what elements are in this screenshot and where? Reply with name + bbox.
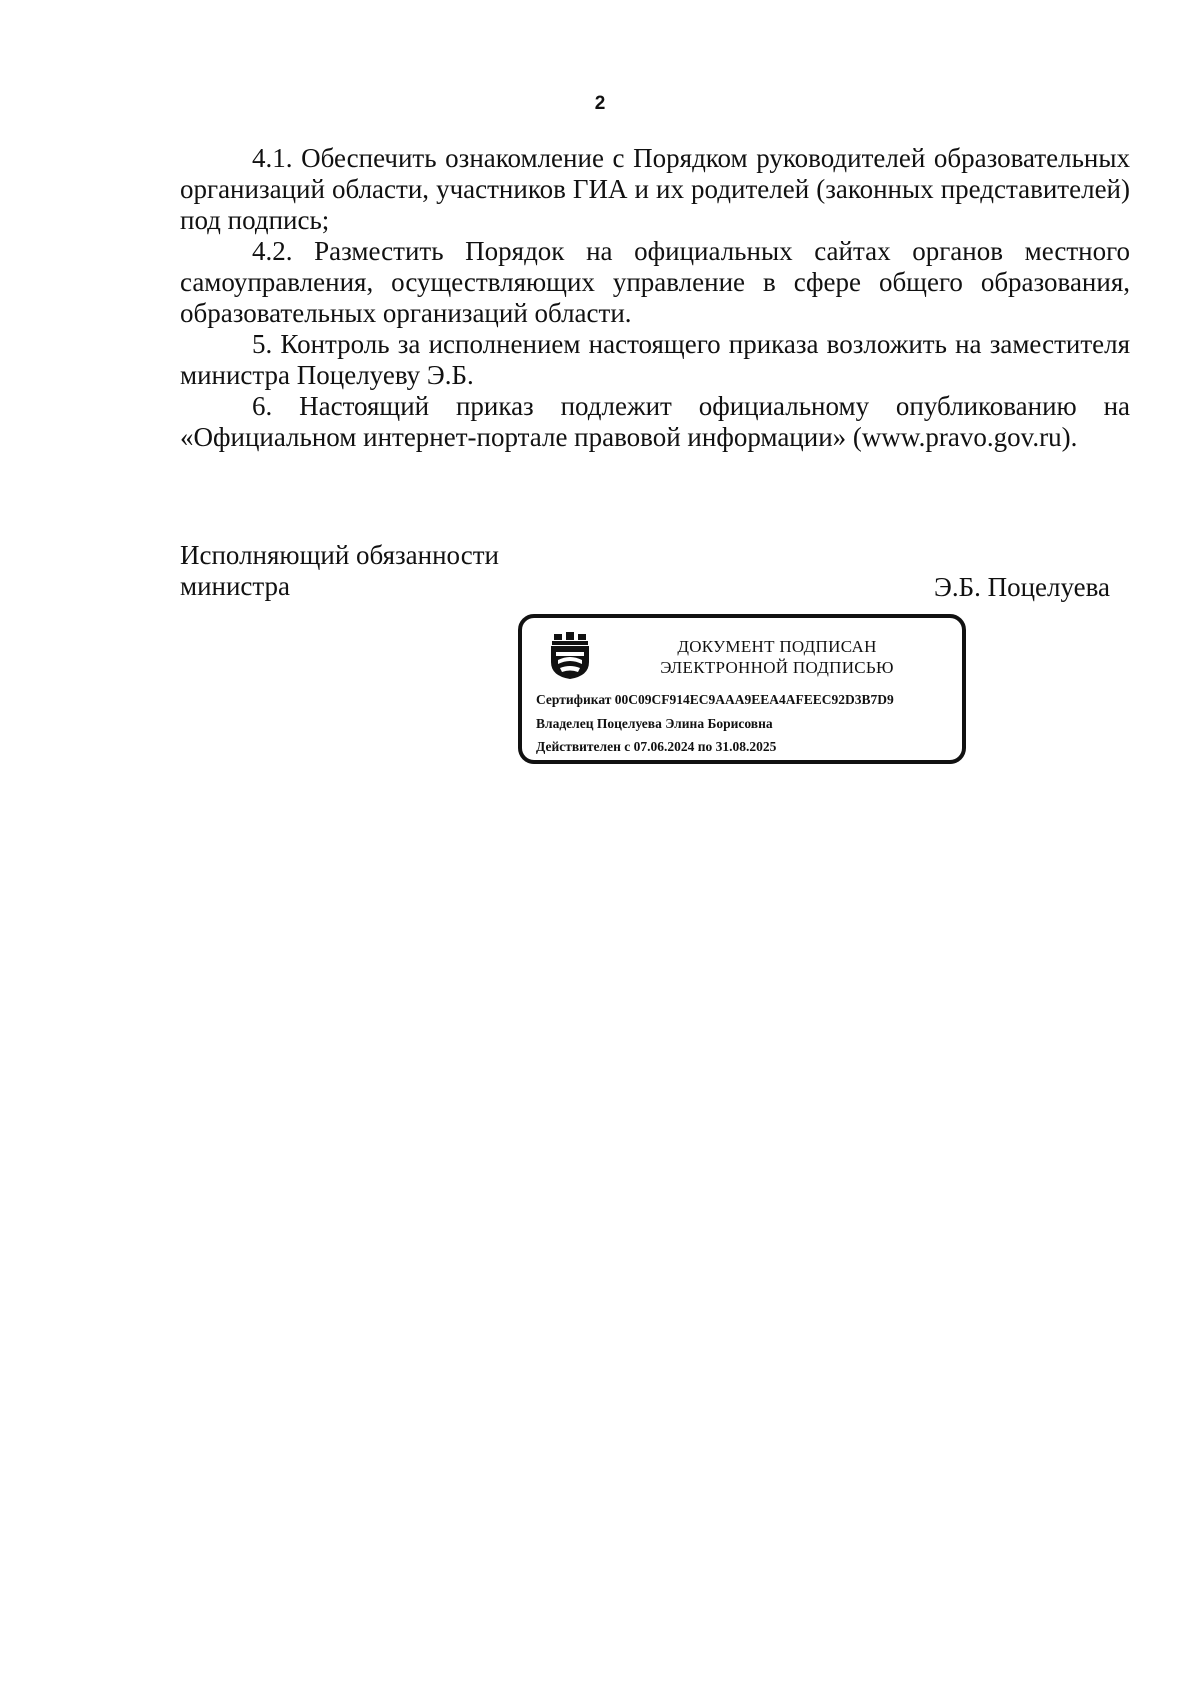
stamp-title-line2: ЭЛЕКТРОННОЙ ПОДПИСЬЮ xyxy=(660,658,894,677)
paragraph-5: 5. Контроль за исполнением настоящего приказа возложить на заместителя министра Поцелуеву Э.Б. xyxy=(180,329,1130,390)
stamp-certificate: Сертификат 00C09CF914EC9AAA9EEA4AFEEC92D3B7D9 xyxy=(536,692,894,707)
paragraph-6: 6. Настоящий приказ подлежит официальному опубликованию на «Официальном интернет-портале правовой информации» (www.pravo.gov.ru). xyxy=(180,391,1130,452)
signer-position-line2: министра xyxy=(180,571,291,601)
document-body xyxy=(180,143,1130,453)
signer-position-line1: Исполняющий обязанности xyxy=(180,540,499,570)
stamp-title-line1: ДОКУМЕНТ ПОДПИСАН xyxy=(677,637,877,656)
stamp-validity: Действителен с 07.06.2024 по 31.08.2025 xyxy=(536,739,777,754)
stamp-owner: Владелец Поцелуева Элина Борисовна xyxy=(536,716,773,731)
signer-position xyxy=(180,540,499,602)
page-number: 2 xyxy=(594,93,606,114)
paragraph-4-2: 4.2. Разместить Порядок на официальных сайтах органов местного самоуправления, осуществляющих управление в сфере общего образования, образовательных организаций области. xyxy=(180,236,1130,328)
coat-of-arms-icon xyxy=(548,632,592,680)
paragraph-4-1: 4.1. Обеспечить ознакомление с Порядком руководителей образовательных организаций области, участников ГИА и их родителей (законных представителей) под подпись; xyxy=(180,143,1130,235)
stamp-title xyxy=(602,636,952,678)
electronic-signature-stamp xyxy=(518,614,966,764)
signer-name: Э.Б. Поцелуева xyxy=(934,572,1110,602)
